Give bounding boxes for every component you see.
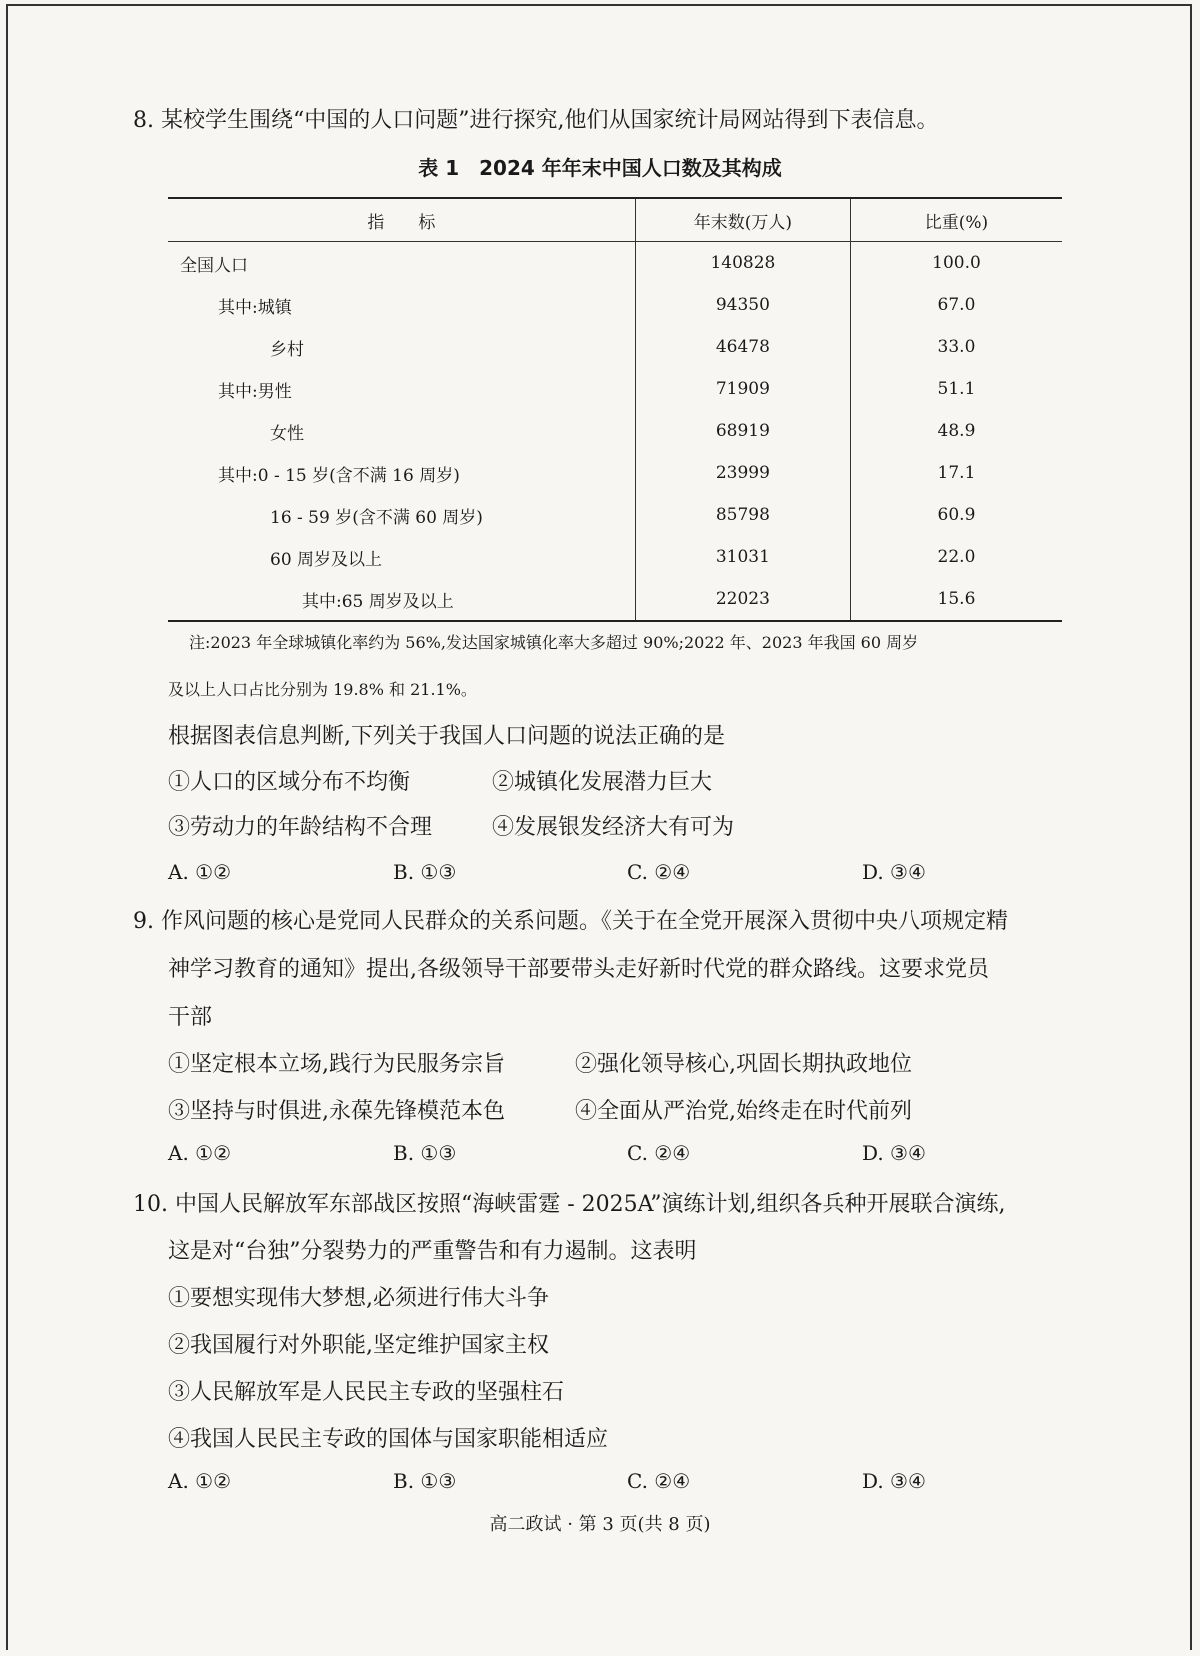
table-header-row bbox=[168, 198, 1062, 242]
q10-option-3: ③人民解放军是人民民主专政的坚强柱石 bbox=[168, 1380, 565, 1405]
row-pct: 60.9 bbox=[850, 494, 1062, 536]
q10-option-1: ①要想实现伟大梦想,必须进行伟大斗争 bbox=[168, 1286, 549, 1311]
row-value: 31031 bbox=[635, 536, 850, 578]
q9-option-2: ②强化领导核心,巩固长期执政地位 bbox=[575, 1052, 912, 1077]
q8-answer-c: C. ②④ bbox=[627, 860, 691, 884]
row-pct: 48.9 bbox=[850, 410, 1062, 452]
table-row bbox=[168, 494, 1062, 536]
row-pct: 17.1 bbox=[850, 452, 1062, 494]
table-row bbox=[168, 242, 1062, 285]
q9-option-4: ④全面从严治党,始终走在时代前列 bbox=[575, 1099, 912, 1124]
row-pct: 67.0 bbox=[850, 284, 1062, 326]
q8-answer-b: B. ①③ bbox=[393, 860, 457, 884]
row-pct: 15.6 bbox=[850, 578, 1062, 621]
table-row bbox=[168, 578, 1062, 621]
header-share: 比重(%) bbox=[850, 198, 1062, 242]
header-count: 年末数(万人) bbox=[635, 198, 850, 242]
question-9-stem-line-1: 9. 作风问题的核心是党同人民群众的关系问题。《关于在全党开展深入贯彻中央八项规定精 bbox=[133, 909, 1008, 934]
table-note-line-1: 注:2023 年全球城镇化率约为 56%,发达国家城镇化率大多超过 90%;2022 年、2023 年我国 60 周岁 bbox=[189, 633, 919, 652]
q8-option-2: ②城镇化发展潜力巨大 bbox=[492, 770, 713, 795]
row-value: 23999 bbox=[635, 452, 850, 494]
row-pct: 51.1 bbox=[850, 368, 1062, 410]
header-indicator: 指 标 bbox=[168, 198, 635, 242]
q9-option-3: ③坚持与时俱进,永葆先锋模范本色 bbox=[168, 1099, 505, 1124]
q9-answer-d: D. ③④ bbox=[862, 1141, 926, 1165]
question-10-stem-line-1: 10. 中国人民解放军东部战区按照“海峡雷霆 - 2025A”演练计划,组织各兵种开展联合演练, bbox=[133, 1192, 1006, 1217]
row-value: 94350 bbox=[635, 284, 850, 326]
table-title: 表 1 2024 年年末中国人口数及其构成 bbox=[418, 156, 782, 180]
q10-option-2: ②我国履行对外职能,坚定维护国家主权 bbox=[168, 1333, 549, 1358]
question-9-stem-line-2: 神学习教育的通知》提出,各级领导干部要带头走好新时代党的群众路线。这要求党员 bbox=[168, 957, 989, 982]
row-pct: 100.0 bbox=[850, 242, 1062, 285]
table-row bbox=[168, 536, 1062, 578]
row-label: 其中:城镇 bbox=[218, 297, 292, 318]
row-label: 其中:65 周岁及以上 bbox=[302, 591, 454, 612]
row-value: 85798 bbox=[635, 494, 850, 536]
q8-answer-d: D. ③④ bbox=[862, 860, 926, 884]
row-pct: 33.0 bbox=[850, 326, 1062, 368]
table-row bbox=[168, 326, 1062, 368]
row-label: 全国人口 bbox=[180, 255, 248, 276]
q9-answer-b: B. ①③ bbox=[393, 1141, 457, 1165]
row-pct: 22.0 bbox=[850, 536, 1062, 578]
row-value: 68919 bbox=[635, 410, 850, 452]
row-value: 71909 bbox=[635, 368, 850, 410]
row-label: 女性 bbox=[270, 423, 304, 444]
q10-option-4: ④我国人民民主专政的国体与国家职能相适应 bbox=[168, 1427, 609, 1452]
row-value: 22023 bbox=[635, 578, 850, 621]
row-value: 46478 bbox=[635, 326, 850, 368]
row-value: 140828 bbox=[635, 242, 850, 285]
row-label: 乡村 bbox=[270, 339, 304, 360]
q10-answer-b: B. ①③ bbox=[393, 1469, 457, 1493]
question-8-stem: 8. 某校学生围绕“中国的人口问题”进行探究,他们从国家统计局网站得到下表信息。 bbox=[133, 108, 939, 133]
q10-answer-a: A. ①② bbox=[168, 1469, 232, 1493]
page-footer: 高二政试 · 第 3 页(共 8 页) bbox=[489, 1514, 711, 1535]
q10-answer-c: C. ②④ bbox=[627, 1469, 691, 1493]
question-8-prompt: 根据图表信息判断,下列关于我国人口问题的说法正确的是 bbox=[168, 724, 725, 749]
row-label: 60 周岁及以上 bbox=[270, 549, 383, 570]
table-row bbox=[168, 452, 1062, 494]
q8-option-4: ④发展银发经济大有可为 bbox=[492, 815, 735, 840]
table-row bbox=[168, 410, 1062, 452]
question-10-stem-line-2: 这是对“台独”分裂势力的严重警告和有力遏制。这表明 bbox=[168, 1239, 697, 1264]
question-9-stem-line-3: 干部 bbox=[168, 1005, 213, 1030]
table-row bbox=[168, 284, 1062, 326]
q8-option-3: ③劳动力的年龄结构不合理 bbox=[168, 815, 433, 840]
q9-answer-a: A. ①② bbox=[168, 1141, 232, 1165]
row-label: 其中:0 - 15 岁(含不满 16 周岁) bbox=[218, 465, 460, 486]
population-table bbox=[168, 197, 1062, 622]
q8-answer-a: A. ①② bbox=[168, 860, 232, 884]
table-note-line-2: 及以上人口占比分别为 19.8% 和 21.1%。 bbox=[168, 680, 477, 699]
q9-option-1: ①坚定根本立场,践行为民服务宗旨 bbox=[168, 1052, 505, 1077]
q10-answer-d: D. ③④ bbox=[862, 1469, 926, 1493]
row-label: 其中:男性 bbox=[218, 381, 292, 402]
q8-option-1: ①人口的区域分布不均衡 bbox=[168, 770, 411, 795]
table-row bbox=[168, 368, 1062, 410]
q9-answer-c: C. ②④ bbox=[627, 1141, 691, 1165]
row-label: 16 - 59 岁(含不满 60 周岁) bbox=[270, 507, 483, 528]
